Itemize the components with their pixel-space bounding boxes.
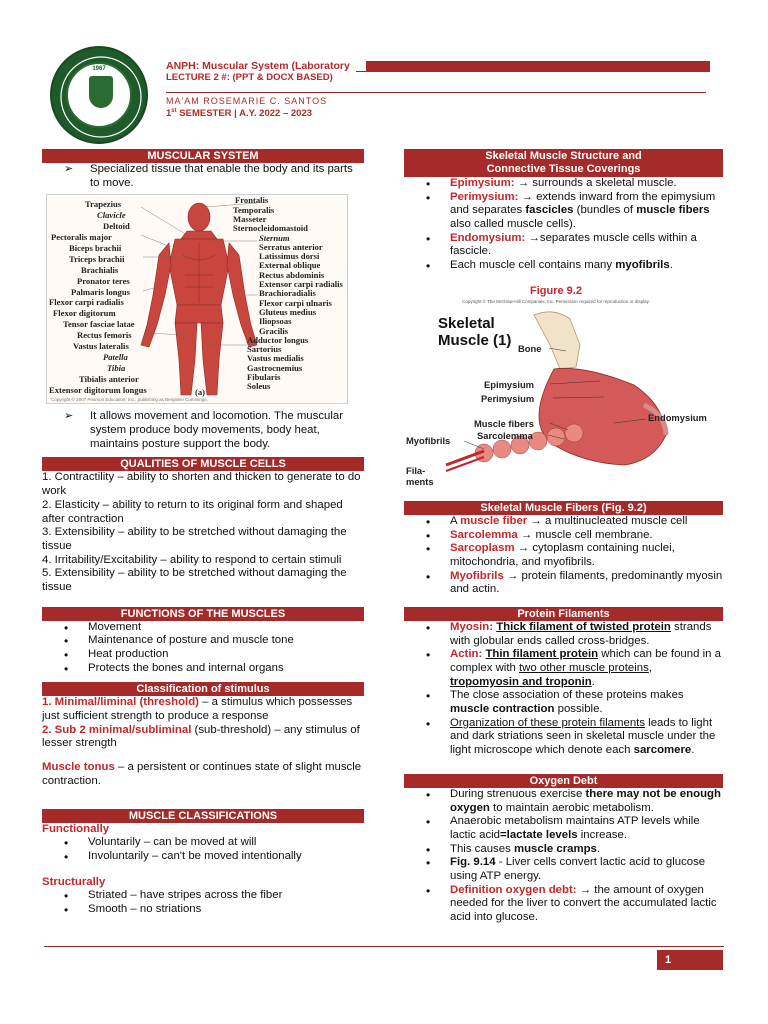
list-item: ➢ Specialized tissue that enable the body and its parts to move. bbox=[64, 163, 364, 190]
punctuation: . bbox=[591, 675, 595, 688]
left-column bbox=[42, 149, 364, 917]
bold-text: there may not be enough oxygen bbox=[450, 787, 721, 814]
list-item-myofibrils bbox=[426, 570, 723, 597]
list-item: 1. Contractility – ability to shorten and thicken to generate to do work bbox=[42, 471, 361, 498]
muscle-label-left: Extensor digitorum longus bbox=[49, 384, 147, 395]
section-heading-structure bbox=[404, 149, 723, 177]
muscle-label-right: Sternum bbox=[259, 232, 290, 243]
structurally-label: Structurally bbox=[42, 875, 106, 888]
section-heading-protein: Protein Filaments bbox=[404, 607, 723, 621]
skeletal-muscle-illustration bbox=[404, 285, 708, 495]
muscle-label-left: Deltoid bbox=[103, 221, 130, 232]
muscle-label-right: Frontalis bbox=[235, 195, 269, 206]
term: Muscle tonus bbox=[42, 761, 115, 774]
muscle-label-left: Patella bbox=[103, 351, 128, 362]
footer-divider bbox=[44, 946, 724, 947]
definition: Anaerobic metabolism maintains ATP levels while lactic acid bbox=[450, 815, 700, 841]
definition: (bundles of bbox=[573, 204, 637, 217]
list-item-perimysium bbox=[426, 191, 723, 232]
term: Sarcoplasm bbox=[450, 542, 515, 555]
term: Actin: bbox=[450, 648, 483, 661]
definition: leads to light and dark striations seen in skeletal muscle under the light microscope which denote each bbox=[450, 716, 716, 757]
functionally-list bbox=[64, 836, 364, 863]
section-heading-qualities: QUALITIES OF MUSCLE CELLS bbox=[42, 457, 364, 471]
term: Endomysium: bbox=[450, 231, 526, 244]
label-epimysium: Epimysium bbox=[484, 378, 535, 390]
bold-text: sarcomere bbox=[633, 744, 692, 757]
definition: During strenuous exercise bbox=[450, 787, 586, 800]
figure-heading-line-1: Skeletal bbox=[438, 314, 495, 332]
muscle-label-left: Brachialis bbox=[81, 264, 119, 275]
muscle-label-left: Biceps brachii bbox=[69, 242, 122, 253]
list-item-cramps bbox=[426, 843, 723, 857]
definition: to maintain aerobic metabolism. bbox=[489, 801, 654, 814]
muscle-label-left: Clavicle bbox=[97, 210, 126, 221]
list-item: • Maintenance of posture and muscle tone bbox=[64, 634, 364, 648]
functions-list bbox=[64, 621, 364, 676]
muscle-label-left: Tibia bbox=[107, 362, 126, 373]
bold-text: myofibrils bbox=[615, 259, 670, 272]
bold-text: muscle fibers bbox=[636, 204, 710, 217]
course-title: ANPH: Muscular System (Laboratory bbox=[166, 60, 356, 72]
list-item: ➢ It allows movement and locomotion. The muscular system produce body movements, body heat, maintains posture support the body. bbox=[64, 410, 364, 451]
muscle-label-right: External oblique bbox=[259, 260, 321, 271]
term: 2. Sub 2 minimal/subliminal bbox=[42, 723, 192, 736]
semester-text: SEMESTER | A.Y. 2022 – 2023 bbox=[176, 108, 313, 120]
muscular-system-figure bbox=[46, 194, 348, 404]
oxygen-list bbox=[426, 788, 723, 925]
punctuation: . bbox=[596, 842, 601, 855]
muscle-label-right: Masseter bbox=[233, 213, 267, 224]
punctuation: . bbox=[669, 259, 673, 272]
list-item: • Striated – have stripes across the fiber bbox=[64, 889, 364, 903]
document-header bbox=[166, 60, 710, 120]
definition: →separates muscle cells within a fascicle. bbox=[450, 231, 697, 258]
list-item-actin bbox=[426, 648, 723, 689]
list-item-strenuous bbox=[426, 788, 723, 815]
definition: which can be found in a complex with bbox=[450, 648, 721, 674]
label-filaments-line1: Fila- bbox=[406, 464, 426, 476]
definition: → muscle cell membrane. bbox=[517, 528, 653, 541]
muscle-label-right: Gastrocnemius bbox=[247, 362, 303, 373]
punctuation: . bbox=[691, 744, 695, 757]
muscle-label-right: Gracilis bbox=[259, 325, 289, 336]
lecture-label: LECTURE 2 #: (PPT & DOCX BASED) bbox=[166, 72, 333, 83]
semester-suffix: st bbox=[171, 108, 177, 115]
header-title-bar bbox=[166, 60, 710, 72]
term: Definition oxygen debt: bbox=[450, 883, 577, 896]
label-endomysium: Endomysium bbox=[648, 411, 707, 423]
definition: possible. bbox=[554, 703, 603, 716]
muscle-label-right: Rectus abdominis bbox=[259, 269, 325, 280]
muscle-label-left: Flexor digitorum bbox=[53, 308, 116, 319]
muscular-system-list-2 bbox=[64, 410, 364, 451]
label-muscle-fibers: Muscle fibers bbox=[474, 417, 534, 429]
seal-inner bbox=[66, 62, 132, 128]
definition: → a multinucleated muscle cell bbox=[527, 514, 688, 527]
figure-title: Figure 9.2 bbox=[530, 284, 582, 297]
muscle-label-right: Vastus medialis bbox=[247, 353, 304, 364]
muscle-label-left: Pectoralis major bbox=[51, 232, 112, 243]
list-item-endomysium bbox=[426, 232, 723, 259]
label-perimysium: Perimysium bbox=[481, 392, 535, 404]
list-item-fig914 bbox=[426, 856, 723, 883]
muscle-label-right: Iliopsoas bbox=[259, 316, 292, 327]
section-heading-classifications: MUSCLE CLASSIFICATIONS bbox=[42, 809, 364, 823]
definition: also called muscle cells). bbox=[450, 218, 576, 231]
list-item: • Heat production bbox=[64, 648, 364, 662]
fibers-list bbox=[426, 515, 723, 597]
term: Perimysium: bbox=[450, 190, 519, 203]
bold-text: Thick filament of twisted protein bbox=[496, 620, 671, 633]
label-myofibrils: Myofibrils bbox=[406, 434, 451, 446]
list-item-organization bbox=[426, 717, 723, 758]
definition: increase. bbox=[577, 828, 627, 841]
definition: → protein filaments, predominantly myosin and actin. bbox=[450, 569, 723, 596]
definition: – a persistent or continues state of slight muscle contraction. bbox=[42, 761, 362, 787]
label-sarcolemma: Sarcolemma bbox=[477, 429, 533, 441]
term: Myofibrils bbox=[450, 569, 504, 582]
muscle-label-left: Vastus lateralis bbox=[73, 341, 129, 352]
structurally-list bbox=[64, 889, 364, 916]
muscle-label-left: Trapezius bbox=[85, 199, 122, 210]
semester-label bbox=[166, 108, 710, 120]
definition: The close association of these proteins makes bbox=[450, 689, 684, 702]
figure-copyright: Copyright © 2007 Pearson Education, Inc., publishing as Benjamin Cummings. bbox=[51, 396, 208, 402]
list-item: 5. Extensibility – ability to be stretched without damaging the tissue bbox=[42, 567, 347, 593]
list-item: 3. Extensibility – ability to be stretched without damaging the tissue bbox=[42, 526, 347, 552]
muscular-system-list bbox=[64, 163, 364, 190]
definition: – a stimulus which possesses just sufficient strength to produce a response bbox=[42, 696, 353, 723]
muscle-label-left: Tibialis anterior bbox=[79, 373, 139, 384]
list-item-epimysium bbox=[426, 177, 723, 191]
figure-copyright: Copyright © The McGraw-Hill Companies, Inc. Permission required for reproduction or display. bbox=[462, 298, 650, 304]
definition: This causes bbox=[450, 842, 514, 855]
stimulus-item-2 bbox=[42, 724, 364, 751]
skeletal-muscle-figure bbox=[404, 285, 708, 495]
list-item-sarcolemma bbox=[426, 529, 723, 543]
list-item: • Voluntarily – can be moved at will bbox=[64, 836, 364, 850]
muscle-label-right: Sartorius bbox=[247, 344, 282, 355]
muscle-label-right: Sternocleidomastoid bbox=[233, 223, 308, 234]
definition: → surrounds a skeletal muscle. bbox=[514, 177, 677, 189]
list-item: 4. Irritability/Excitability – ability to respond to certain stimuli bbox=[42, 553, 342, 566]
underlined-text: Organization of these protein filaments bbox=[450, 716, 646, 729]
list-item-sarcoplasm bbox=[426, 542, 723, 569]
header-red-bar bbox=[366, 61, 710, 72]
muscle-tonus-item bbox=[42, 761, 364, 788]
muscle-label-right: Gluteus medius bbox=[259, 306, 317, 317]
muscle-label-right: Extensor carpi radialis bbox=[259, 279, 343, 290]
definition: Each muscle cell contains many bbox=[450, 259, 616, 272]
list-item: • Smooth – no striations bbox=[64, 903, 364, 917]
label-filaments-line2: ments bbox=[406, 475, 434, 487]
muscle-label-left: Tensor fasciae latae bbox=[63, 319, 135, 330]
section-heading-oxygen: Oxygen Debt bbox=[404, 774, 723, 788]
bold-text: Thin filament protein bbox=[485, 648, 599, 661]
section-heading-muscular-system: MUSCULAR SYSTEM bbox=[42, 149, 364, 163]
structure-list bbox=[426, 177, 723, 273]
heading-line-2: Connective Tissue Coverings bbox=[486, 163, 641, 175]
muscle-label-right: Fibularis bbox=[247, 372, 281, 383]
right-column bbox=[404, 149, 723, 925]
bold-text: muscle cramps bbox=[513, 842, 597, 855]
bold-text: =lactate levels bbox=[500, 828, 578, 841]
bold-text: muscle contraction bbox=[450, 703, 555, 716]
muscle-label-left: Triceps brachii bbox=[69, 253, 125, 264]
list-item: • Movement bbox=[64, 621, 364, 635]
definition: → the amount of oxygen needed for the liver to convert the accumulated lactic acid into glucose. bbox=[450, 883, 717, 923]
muscle-label-left: Rectus femoris bbox=[77, 330, 132, 341]
term: Epimysium: bbox=[450, 177, 515, 189]
list-item: 2. Elasticity – ability to return to its original form and shaped after contraction bbox=[42, 498, 343, 525]
list-item-close-association bbox=[426, 689, 723, 716]
muscle-label-right: Soleus bbox=[247, 381, 271, 392]
muscle-label-right: Temporalis bbox=[233, 204, 275, 215]
muscle-label-left: Pronator teres bbox=[77, 275, 130, 286]
underlined-text: two other muscle proteins bbox=[519, 662, 649, 674]
seal-year: 1967 bbox=[92, 66, 106, 72]
section-heading-fibers: Skeletal Muscle Fibers (Fig. 9.2) bbox=[404, 501, 723, 515]
list-item: • Involuntarily – can't be moved intentionally bbox=[64, 850, 364, 864]
muscle-label-right: Latissimus dorsi bbox=[259, 251, 320, 262]
functionally-label: Functionally bbox=[42, 822, 110, 835]
stimulus-item-1 bbox=[42, 696, 364, 723]
label-bone: Bone bbox=[518, 342, 542, 354]
header-divider bbox=[166, 92, 706, 93]
list-item-anaerobic bbox=[426, 815, 723, 842]
term: muscle fiber bbox=[460, 514, 528, 527]
figure-heading-line-2: Muscle (1) bbox=[438, 331, 512, 349]
qualities-list bbox=[42, 471, 364, 594]
definition: - Liver cells convert lactic acid to glucose using ATP energy. bbox=[450, 856, 706, 882]
prefix: A bbox=[450, 514, 461, 527]
definition: , bbox=[648, 662, 652, 674]
seal-shield-icon bbox=[89, 76, 113, 108]
section-heading-stimulus: Classification of stimulus bbox=[42, 682, 364, 696]
bold-text: fascicles bbox=[525, 204, 574, 217]
instructor-name: MA'AM ROSEMARIE C. SANTOS bbox=[166, 96, 328, 107]
definition: (sub-threshold) – any stimulus of lesser strength bbox=[42, 723, 360, 750]
definition: → extends inward from the epimysium and separates bbox=[450, 190, 716, 217]
muscle-label-right: Brachioradialis bbox=[259, 288, 316, 299]
muscle-label-right: Serratus anterior bbox=[259, 241, 323, 252]
page-number: 1 bbox=[657, 950, 723, 970]
list-item-myosin bbox=[426, 621, 723, 648]
bold-text: Fig. 9.14 bbox=[450, 856, 496, 869]
semester-number: 1 bbox=[166, 108, 172, 120]
definition: strands with globular ends called cross-bridges. bbox=[450, 620, 712, 647]
term: 1. Minimal/liminal (threshold) bbox=[42, 696, 199, 709]
list-item-muscle-fiber bbox=[426, 515, 723, 529]
muscle-label-left: Flexor carpi radialis bbox=[49, 297, 124, 308]
list-item: • Protects the bones and internal organs bbox=[64, 662, 364, 676]
muscle-label-right: Adductor longus bbox=[247, 334, 309, 345]
heading-line-1: Skeletal Muscle Structure and bbox=[485, 150, 642, 162]
figure-tag: (a) bbox=[195, 387, 206, 398]
muscle-label-left: Palmaris longus bbox=[71, 286, 130, 297]
term: Sarcolemma bbox=[450, 528, 518, 541]
list-item-myofibrils bbox=[426, 259, 723, 273]
term: Myosin: bbox=[450, 620, 494, 633]
list-item-definition bbox=[426, 884, 723, 925]
university-seal-logo bbox=[50, 46, 148, 144]
bold-text: tropomyosin and troponin bbox=[450, 675, 592, 688]
muscle-label-right: Flexor carpi ulnaris bbox=[259, 297, 332, 308]
section-heading-functions: FUNCTIONS OF THE MUSCLES bbox=[42, 607, 364, 621]
protein-list bbox=[426, 621, 723, 758]
definition: → cytoplasm containing nuclei, mitochondria, and myofibrils. bbox=[450, 542, 675, 568]
